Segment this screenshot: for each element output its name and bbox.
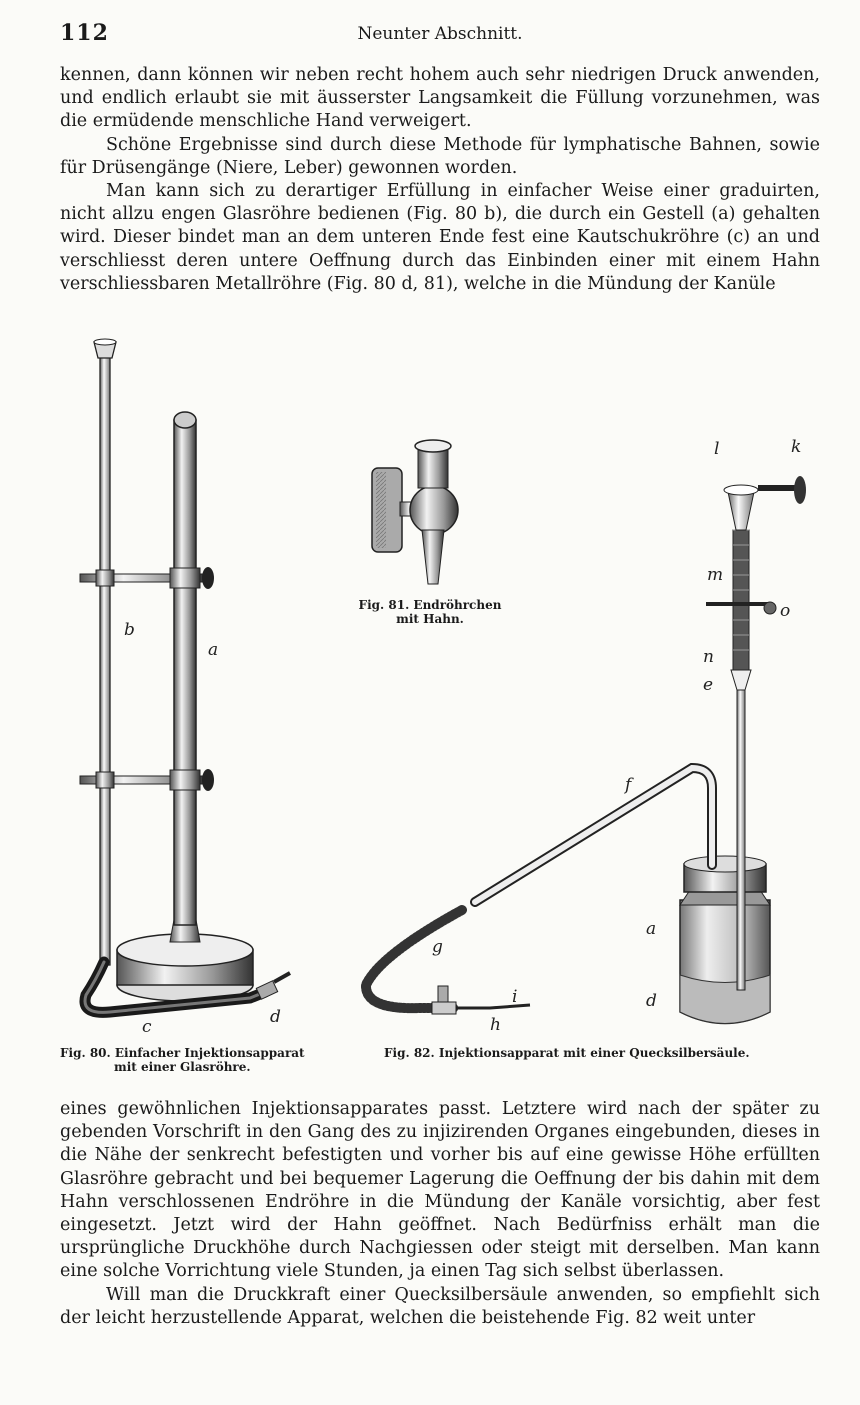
paragraph: eines gewöhnlichen Injektionsapparates passt. Letztere wird nach der später zu gebenden Vorschrift in den Gang des zu injizirenden Organes eingebunden, dieses in die Nähe der senkrecht befestigten und vorher bis auf eine gewisse Höhe erfüllten Glasröhre gebracht und bei bequemer Lagerung die Oeffnung der bis dahin mit dem Hahn verschlossenen Endröhre in die Mündung der Kanäle vorsichtig, aber fest eingesetzt. Jetzt wird der Hahn geöffnet. Nach Bedürfniss erhält man die ursprüngliche Druckhöhe durch Nachgiessen oder steigt mit derselben. Man kann eine solche Vorrichtung viele Stunden, ja einen Tag sich selbst überlassen.: [60, 1099, 820, 1282]
label-fig82-f: f: [625, 775, 632, 795]
label-fig82-g: g: [432, 937, 443, 957]
fig80-drawing: [80, 339, 290, 1037]
label-fig82-k: k: [791, 437, 802, 457]
label-fig82-n: n: [703, 647, 714, 667]
label-fig82-o: o: [780, 601, 791, 621]
label-fig82-h: h: [490, 1015, 501, 1035]
caption-line: Fig. 80. Einfacher Injektionsapparat: [60, 1046, 305, 1060]
label-fig82-d: d: [646, 991, 657, 1011]
caption-line: mit Hahn.: [396, 612, 464, 626]
label-fig80-a: a: [208, 640, 219, 660]
label-fig80-b: b: [124, 620, 135, 640]
page-number: 112: [60, 20, 109, 46]
label-fig82-l: l: [714, 439, 720, 459]
paragraph: Schöne Ergebnisse sind durch diese Methode für lymphatische Bahnen, sowie für Drüsengänge (Niere, Leber) gewonnen worden.: [60, 134, 820, 178]
paragraph: kennen, dann können wir neben recht hohem auch sehr niedrigen Druck anwenden, und endlich erlaubt sie mit äusserster Langsamkeit die Füllung vorzunehmen, was die ermüdende menschliche Hand verweigert.: [60, 65, 820, 132]
figure-illustrations: [0, 330, 860, 1090]
top-text-block: [60, 64, 820, 296]
bottom-text-block: [60, 1098, 820, 1330]
fig80-caption: [60, 1046, 350, 1074]
paragraph: Will man die Druckkraft einer Quecksilbersäule anwenden, so empfiehlt sich der leicht herzustellende Apparat, welchen die beistehende Fig. 82 weit unter: [60, 1284, 820, 1328]
paragraph: Man kann sich zu derartiger Erfüllung in einfacher Weise einer graduirten, nicht allzu engen Glasröhre bedienen (Fig. 80 b), die durch ein Gestell (a) gehalten wird. Dieser bindet man an dem unteren Ende fest eine Kautschukröhre (c) an und verschliesst deren untere Oeffnung durch das Einbinden einer mit einem Hahn verschliessbaren Metallröhre (Fig. 80 d, 81), welche in die Mündung der Kanüle: [60, 181, 820, 294]
label-fig82-e: e: [703, 675, 714, 695]
label-fig82-a: a: [646, 919, 657, 939]
label-fig82-i: i: [512, 987, 518, 1007]
fig81-caption: [350, 598, 510, 626]
label-fig82-m: m: [707, 565, 724, 585]
caption-line: mit einer Glasröhre.: [114, 1060, 251, 1074]
fig82-caption: Fig. 82. Injektionsapparat mit einer Quecksilbersäule.: [384, 1046, 750, 1060]
label-fig80-d: d: [270, 1007, 281, 1027]
page-header: [60, 20, 820, 50]
running-title: Neunter Abschnitt.: [357, 24, 523, 44]
fig81-drawing: [372, 440, 458, 584]
label-fig80-c: c: [142, 1017, 152, 1037]
caption-line: Fig. 81. Endröhrchen: [358, 598, 502, 612]
